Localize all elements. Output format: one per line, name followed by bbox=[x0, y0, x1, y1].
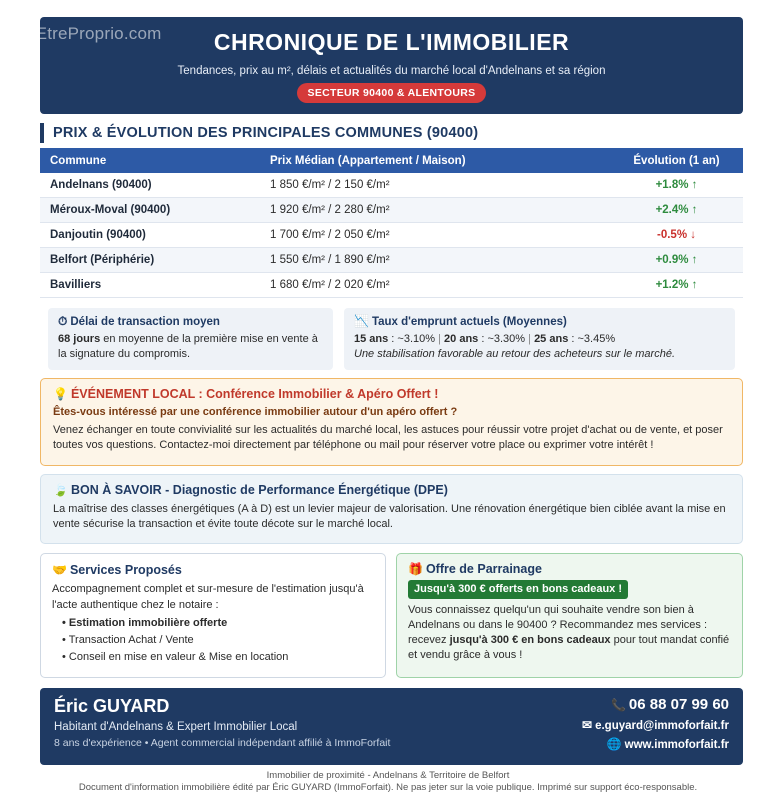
email-address: e.guyard@immoforfait.fr bbox=[595, 720, 729, 732]
delay-title-text: Délai de transaction moyen bbox=[70, 316, 220, 328]
rate-25-label: 25 ans bbox=[534, 333, 569, 345]
cell-evolution: +2.4% ↑ bbox=[610, 198, 743, 223]
agent-name: Éric GUYARD bbox=[54, 696, 170, 716]
referral-title-text: Offre de Parrainage bbox=[425, 562, 542, 576]
cell-price: 1 550 €/m² / 1 890 €/m² bbox=[260, 248, 610, 273]
table-row bbox=[40, 173, 743, 198]
event-title bbox=[53, 387, 730, 402]
stopwatch-icon: ⏱ bbox=[58, 314, 68, 328]
table-row bbox=[40, 248, 743, 273]
lightbulb-icon: 💡 bbox=[53, 387, 68, 401]
phone-icon: 📞 bbox=[610, 698, 626, 712]
dpe-title-text: BON À SAVOIR - Diagnostic de Performance Énergétique (DPE) bbox=[70, 483, 448, 497]
contact-info bbox=[582, 696, 729, 751]
phone-line[interactable] bbox=[582, 696, 729, 713]
column-header-price: Prix Médian (Appartement / Maison) bbox=[260, 148, 610, 173]
page-subtitle: Tendances, prix au m², délais et actualités du marché local d'Andelnans et sa région bbox=[177, 65, 606, 77]
website-url: www.immoforfait.fr bbox=[624, 739, 729, 751]
list-item: • Transaction Achat / Vente bbox=[62, 632, 374, 649]
referral-pill: Jusqu'à 300 € offerts en bons cadeaux ! bbox=[408, 580, 628, 599]
list-item: • Estimation immobilière offerte bbox=[62, 615, 374, 632]
delay-days: 68 jours bbox=[58, 333, 101, 345]
rates-title bbox=[354, 314, 725, 330]
referral-title bbox=[408, 562, 731, 577]
cell-price: 1 680 €/m² / 2 020 €/m² bbox=[260, 273, 610, 298]
cell-evolution: +0.9% ↑ bbox=[610, 248, 743, 273]
rate-15-label: 15 ans bbox=[354, 333, 389, 345]
table-row bbox=[40, 223, 743, 248]
rate-15-value: : ~3.10% bbox=[388, 333, 436, 345]
services-title bbox=[52, 562, 374, 578]
table-header-row bbox=[40, 148, 743, 173]
referral-text bbox=[408, 603, 731, 663]
globe-icon: 🌐 bbox=[606, 737, 622, 751]
cell-price: 1 850 €/m² / 2 150 €/m² bbox=[260, 173, 610, 198]
list-item: • Conseil en mise en valeur & Mise en location bbox=[62, 649, 374, 666]
cell-evolution: +1.2% ↑ bbox=[610, 273, 743, 298]
dpe-box bbox=[40, 474, 743, 544]
cell-commune: Danjoutin (90400) bbox=[40, 223, 260, 248]
sector-badge: SECTEUR 90400 & ALENTOURS bbox=[297, 83, 487, 103]
page-title: CHRONIQUE DE L'IMMOBILIER bbox=[213, 29, 570, 55]
delay-text bbox=[58, 332, 323, 362]
cell-commune: Bavilliers bbox=[40, 273, 260, 298]
cell-commune: Belfort (Périphérie) bbox=[40, 248, 260, 273]
referral-box bbox=[396, 553, 743, 678]
rate-20-label: 20 ans bbox=[444, 333, 479, 345]
rates-note: Une stabilisation favorable au retour des acheteurs sur le marché. bbox=[354, 348, 676, 360]
services-intro: Accompagnement complet et sur-mesure de l'estimation jusqu'à l'acte authentique chez le notaire : bbox=[52, 583, 364, 611]
rate-20-value: : ~3.30% bbox=[478, 333, 526, 345]
table-row bbox=[40, 198, 743, 223]
cell-commune: Andelnans (90400) bbox=[40, 173, 260, 198]
rates-title-text: Taux d'emprunt actuels (Moyennes) bbox=[371, 316, 567, 328]
leaf-icon: 🍃 bbox=[53, 483, 68, 497]
dpe-title bbox=[53, 483, 730, 498]
bottom-line-1: Immobilier de proximité - Andelnans & Territoire de Belfort bbox=[266, 770, 510, 781]
rate-25-value: : ~3.45% bbox=[568, 333, 616, 345]
chart-down-icon: 📉 bbox=[354, 314, 369, 328]
phone-number: 06 88 07 99 60 bbox=[628, 696, 729, 713]
cell-price: 1 700 €/m² / 2 050 €/m² bbox=[260, 223, 610, 248]
event-title-text: ÉVÉNEMENT LOCAL : Conférence Immobilier & Apéro Offert ! bbox=[70, 387, 439, 401]
local-event-box bbox=[40, 378, 743, 466]
gift-icon: 🎁 bbox=[408, 562, 423, 576]
delay-box bbox=[48, 308, 333, 370]
rates-box bbox=[344, 308, 735, 370]
services-box bbox=[40, 553, 386, 678]
column-header-evolution: Évolution (1 an) bbox=[610, 148, 743, 173]
event-question: Êtes-vous intéressé par une conférence immobilier autour d'un apéro offert ? bbox=[53, 406, 458, 418]
rates-values: 15 ans : ~3.10% | 20 ans : ~3.30% | 25 ans : ~3.45% bbox=[354, 333, 616, 345]
dpe-text: La maîtrise des classes énergétiques (A à D) est un levier majeur de valorisation. Une rénovation énergétique bien ciblée avant la mise en vente sécurise la transaction et évite toute décote sur le marché local. bbox=[53, 503, 726, 530]
email-line[interactable] bbox=[582, 718, 729, 732]
referral-text-part2: pour tout mandat confié et vendu grâce à vous ! bbox=[408, 634, 730, 661]
prices-table bbox=[40, 148, 743, 298]
referral-amount: jusqu'à 300 € en bons cadeaux bbox=[449, 634, 611, 646]
delay-title bbox=[58, 314, 323, 330]
handshake-icon: 🤝 bbox=[52, 563, 67, 577]
cell-commune: Méroux-Moval (90400) bbox=[40, 198, 260, 223]
bottom-line-2: Document d'information immobilière édité par Éric GUYARD (ImmoForfait). Ne pas jeter sur la voie publique. Imprimé sur support éco-responsable. bbox=[78, 782, 698, 793]
cell-price: 1 920 €/m² / 2 280 €/m² bbox=[260, 198, 610, 223]
agent-role: Habitant d'Andelnans & Expert Immobilier Local bbox=[54, 721, 298, 733]
referral-text-part1: Vous connaissez quelqu'un qui souhaite vendre son bien à Andelnans ou dans le 90400 ? Recommandez mes services : recevez bbox=[408, 604, 708, 646]
watermark: © EtreProprio.com bbox=[18, 24, 162, 43]
services-title-text: Services Proposés bbox=[69, 563, 182, 577]
envelope-icon: ✉ bbox=[582, 718, 593, 732]
cell-evolution: -0.5% ↓ bbox=[610, 223, 743, 248]
table-row bbox=[40, 273, 743, 298]
delay-description: en moyenne de la première mise en vente à la signature du compromis. bbox=[58, 333, 318, 360]
section-title-prices: PRIX & ÉVOLUTION DES PRINCIPALES COMMUNES (90400) bbox=[40, 123, 478, 143]
bottom-notes bbox=[0, 770, 776, 794]
services-list bbox=[52, 615, 374, 666]
website-line[interactable] bbox=[582, 737, 729, 751]
column-header-commune: Commune bbox=[40, 148, 260, 173]
agent-experience: 8 ans d'expérience • Agent commercial indépendant affilié à ImmoForfait bbox=[54, 737, 391, 749]
cell-evolution: +1.8% ↑ bbox=[610, 173, 743, 198]
contact-footer bbox=[40, 688, 743, 765]
event-text: Venez échanger en toute convivialité sur les actualités du marché local, les astuces pour réussir votre projet d'achat ou de vente, et poser toutes vos questions. Contactez-moi directement par téléphone ou mail pour réserver votre place ou exprimer votre intérêt ! bbox=[53, 424, 723, 451]
